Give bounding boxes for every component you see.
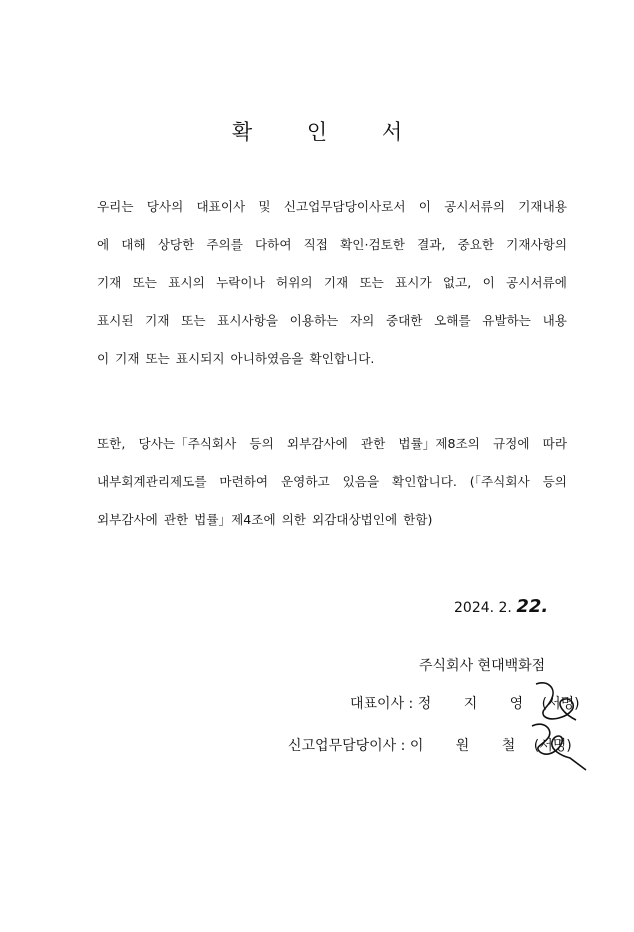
word: 또는	[181, 313, 206, 328]
word: 대표이사	[196, 199, 246, 214]
word: 또는	[145, 351, 170, 366]
word: 표시된	[97, 313, 134, 328]
confirmation-paragraph	[97, 198, 567, 388]
date-prefix: 2024. 2.	[454, 600, 512, 616]
word: 아니하였음을	[230, 351, 304, 366]
signatory-role: 대표이사 :	[350, 696, 418, 712]
word: 내부회계관리제도를	[97, 474, 207, 489]
word: (「주식회사	[469, 474, 530, 489]
signatory-role: 신고업무담당이사 :	[288, 738, 410, 754]
word: 운영하고	[281, 474, 330, 489]
word: 및	[258, 199, 271, 214]
text-line	[97, 236, 567, 274]
word: 기재	[323, 275, 349, 290]
word: 있음을	[342, 474, 380, 489]
word: 공시서류의	[444, 199, 505, 214]
word: 공시서류에	[506, 275, 567, 290]
word: 또는	[132, 275, 157, 290]
word: 등의	[249, 436, 274, 451]
word: 허위의	[276, 275, 313, 290]
word: 표시사항을	[217, 313, 278, 328]
text-line	[97, 435, 567, 473]
word: 직접	[303, 237, 328, 252]
word: 규정에	[493, 436, 530, 451]
word: 표시의	[168, 275, 205, 290]
word: 확인합니다.	[309, 351, 375, 366]
word: 누락이나	[216, 275, 265, 290]
word: 내용	[542, 313, 567, 328]
signature-placeholder: (서명)	[529, 738, 572, 754]
word: 의한	[281, 512, 306, 527]
document-title: 확 인 서	[231, 120, 427, 144]
word: 에	[97, 237, 110, 252]
word: 중요한	[457, 237, 495, 252]
word: 없고,	[442, 275, 472, 290]
signing-date	[454, 596, 548, 617]
word: 유발하는	[482, 313, 531, 328]
signatory-name: 정 지 영	[417, 696, 538, 712]
company-name: 주식회사 현대백화점	[419, 658, 546, 674]
word: 등의	[542, 474, 567, 489]
word: 자의	[349, 313, 375, 328]
word: 법률」제8조의	[398, 436, 480, 451]
word: 마련하여	[219, 474, 269, 489]
word: 따라	[542, 436, 567, 451]
word: 확인·검토한	[340, 237, 405, 252]
word: 다하여	[255, 237, 292, 252]
word: 기재사항의	[506, 237, 567, 252]
word: 중대한	[385, 313, 423, 328]
word: 이	[482, 275, 495, 290]
word: 결과,	[417, 237, 446, 252]
word: 당사는「주식회사	[138, 436, 237, 451]
text-line	[97, 350, 567, 388]
word: 기재	[145, 313, 170, 328]
text-line	[97, 312, 567, 350]
word: 오해를	[434, 313, 471, 328]
word: 이	[97, 351, 110, 366]
word: 관한	[163, 512, 189, 527]
word: 주의를	[206, 237, 243, 252]
word: 대해	[121, 237, 146, 252]
word: 확인합니다.	[392, 474, 457, 489]
word: 표시되지	[175, 351, 225, 366]
internal-control-paragraph	[97, 435, 567, 549]
word: 기재	[97, 275, 122, 290]
word: 표시가	[395, 275, 432, 290]
word: 상당한	[157, 237, 195, 252]
text-line	[97, 198, 567, 236]
word: 관한	[360, 436, 386, 451]
word: 한함)	[403, 512, 433, 527]
word: 이	[418, 199, 431, 214]
word: 신고업무담당이사로서	[283, 199, 406, 214]
text-line	[97, 511, 567, 549]
word: 또는	[359, 275, 384, 290]
text-line	[97, 473, 567, 511]
word: 외감대상법인에	[311, 512, 398, 527]
word: 당사의	[146, 199, 184, 214]
signature-placeholder: (서명)	[537, 696, 580, 712]
signatory-name: 이 원 철	[409, 738, 530, 754]
word: 기재내용	[518, 199, 567, 214]
word: 외부감사에	[97, 512, 158, 527]
word: 법률」제4조에	[194, 512, 276, 527]
date-day-handwritten: 22.	[516, 596, 549, 617]
word: 이용하는	[289, 313, 339, 328]
word: 외부감사에	[286, 436, 348, 451]
handwritten-signature-officer	[518, 716, 594, 776]
word: 우리는	[97, 199, 134, 214]
word: 또한,	[97, 436, 126, 451]
text-line	[97, 274, 567, 312]
word: 기재	[115, 351, 140, 366]
